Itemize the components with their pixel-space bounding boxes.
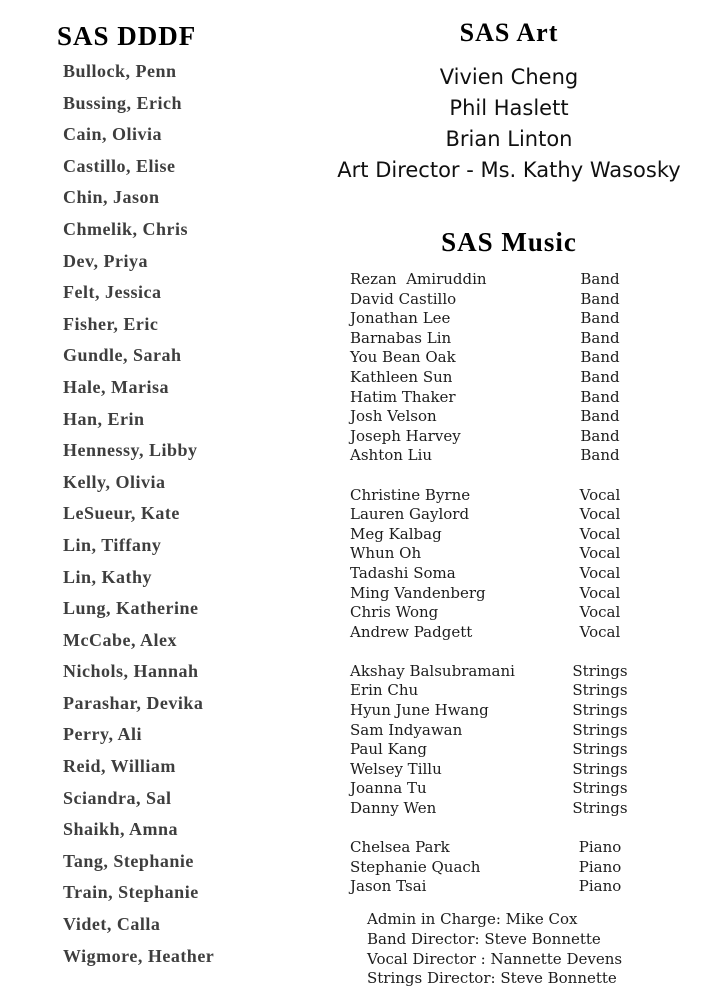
musician-name: Andrew Padgett bbox=[350, 622, 473, 641]
music-row bbox=[350, 427, 690, 447]
musician-name: Jason Tsai bbox=[350, 877, 427, 896]
musician-group-label: Band bbox=[580, 348, 620, 367]
musician-group-label: Strings bbox=[572, 799, 628, 818]
musician-name: Erin Chu bbox=[350, 681, 419, 700]
dddf-member: Lin, Kathy bbox=[63, 566, 153, 587]
dddf-section-title: SAS DDDF bbox=[57, 21, 197, 51]
musician-group-label: Piano bbox=[578, 838, 622, 857]
musician-name: Joseph Harvey bbox=[350, 426, 461, 445]
dddf-section bbox=[57, 20, 300, 972]
musician-group-label: Band bbox=[580, 426, 620, 445]
dddf-member: Sciandra, Sal bbox=[63, 787, 172, 808]
musician-group-label: Band bbox=[580, 407, 620, 426]
musician-group-label: Piano bbox=[578, 857, 622, 876]
musician-name: Josh Velson bbox=[350, 407, 437, 426]
music-row bbox=[350, 603, 690, 623]
art-director-line: Art Director - Ms. Kathy Wasosky bbox=[337, 158, 681, 182]
art-member: Brian Linton bbox=[445, 127, 573, 151]
dddf-member: Perry, Ali bbox=[63, 724, 142, 745]
musician-group-label: Strings bbox=[572, 759, 628, 778]
dddf-member: Lung, Katherine bbox=[63, 598, 199, 619]
musician-group-label: Strings bbox=[572, 701, 628, 720]
music-row bbox=[350, 681, 690, 701]
music-row bbox=[350, 662, 690, 682]
musician-name: Paul Kang bbox=[350, 740, 427, 759]
art-member-list bbox=[300, 62, 718, 186]
music-row bbox=[350, 407, 690, 427]
music-group-piano bbox=[350, 838, 690, 897]
musician-group-label: Strings bbox=[572, 661, 628, 680]
musician-name: Whun Oh bbox=[350, 544, 422, 563]
music-row bbox=[350, 348, 690, 368]
right-column bbox=[300, 0, 718, 1004]
dddf-member: Kelly, Olivia bbox=[63, 471, 166, 492]
music-row bbox=[350, 701, 690, 721]
musician-group-label: Band bbox=[580, 328, 620, 347]
dddf-member: Bussing, Erich bbox=[63, 92, 183, 113]
musician-name: Hatim Thaker bbox=[350, 387, 456, 406]
music-row bbox=[350, 446, 690, 466]
musician-group-label: Vocal bbox=[579, 505, 621, 524]
dddf-member: Fisher, Eric bbox=[63, 313, 159, 334]
musician-name: Sam Indyawan bbox=[350, 720, 463, 739]
music-row bbox=[350, 309, 690, 329]
musician-name: Akshay Balsubramani bbox=[350, 661, 515, 680]
dddf-member: Han, Erin bbox=[63, 408, 145, 429]
dddf-member: LeSueur, Kate bbox=[63, 503, 180, 524]
dddf-member: McCabe, Alex bbox=[63, 629, 177, 650]
musician-group-label: Strings bbox=[572, 779, 628, 798]
dddf-member: Felt, Jessica bbox=[63, 282, 162, 303]
musician-name: Chelsea Park bbox=[350, 838, 450, 857]
music-row bbox=[350, 388, 690, 408]
music-group-band bbox=[350, 270, 690, 466]
musician-name: Ming Vandenberg bbox=[350, 583, 486, 602]
musician-group-label: Strings bbox=[572, 681, 628, 700]
music-row bbox=[350, 290, 690, 310]
dddf-member: Bullock, Penn bbox=[63, 61, 177, 81]
dddf-member: Cain, Olivia bbox=[63, 124, 163, 145]
musician-name: Kathleen Sun bbox=[350, 367, 453, 386]
musician-name: Jonathan Lee bbox=[350, 309, 451, 328]
dddf-member: Nichols, Hannah bbox=[63, 661, 199, 682]
music-row bbox=[350, 584, 690, 604]
music-row bbox=[350, 721, 690, 741]
dddf-member: Lin, Tiffany bbox=[63, 534, 162, 555]
musician-name: Chris Wong bbox=[350, 603, 439, 622]
dddf-member: Reid, William bbox=[63, 756, 176, 777]
musician-group-label: Vocal bbox=[579, 622, 621, 641]
music-group-vocal bbox=[350, 486, 690, 643]
musician-group-label: Piano bbox=[578, 877, 622, 896]
musician-group-label: Band bbox=[580, 270, 620, 288]
music-row bbox=[350, 270, 690, 290]
staff-credit: Band Director: Steve Bonnette bbox=[367, 929, 601, 948]
musician-group-label: Vocal bbox=[579, 485, 621, 504]
musician-group-label: Vocal bbox=[579, 563, 621, 582]
music-row bbox=[350, 740, 690, 760]
dddf-member: Tang, Stephanie bbox=[63, 850, 194, 871]
musician-group-label: Band bbox=[580, 309, 620, 328]
musician-name: Tadashi Soma bbox=[350, 563, 456, 582]
music-row bbox=[350, 760, 690, 780]
staff-credit: Vocal Director : Nannette Devens bbox=[367, 949, 623, 968]
musician-group-label: Band bbox=[580, 446, 620, 465]
musician-name: Welsey Tillu bbox=[350, 759, 442, 778]
musician-group-label: Band bbox=[580, 289, 620, 308]
musician-group-label: Vocal bbox=[579, 544, 621, 563]
musician-group-label: Vocal bbox=[579, 524, 621, 543]
music-row bbox=[350, 858, 690, 878]
staff-credit: Strings Director: Steve Bonnette bbox=[367, 969, 617, 988]
staff-credit: Admin in Charge: Mike Cox bbox=[367, 910, 578, 928]
music-group-strings bbox=[350, 662, 690, 819]
musician-group-label: Band bbox=[580, 387, 620, 406]
dddf-member: Chmelik, Chris bbox=[63, 218, 189, 239]
musician-group-label: Strings bbox=[572, 740, 628, 759]
musician-name: Christine Byrne bbox=[350, 485, 471, 504]
music-row bbox=[350, 544, 690, 564]
dddf-member: Dev, Priya bbox=[63, 250, 148, 271]
dddf-member: Parashar, Devika bbox=[63, 692, 204, 713]
musician-name: Stephanie Quach bbox=[350, 857, 481, 876]
musician-name: Lauren Gaylord bbox=[350, 505, 470, 524]
music-row bbox=[350, 623, 690, 643]
music-row bbox=[350, 564, 690, 584]
dddf-member: Train, Stephanie bbox=[63, 882, 199, 903]
dddf-member: Gundle, Sarah bbox=[63, 345, 182, 366]
dddf-member: Hale, Marisa bbox=[63, 376, 169, 397]
music-row bbox=[350, 877, 690, 897]
music-row bbox=[350, 525, 690, 545]
dddf-member: Castillo, Elise bbox=[63, 155, 176, 176]
musician-name: Rezan Amiruddin bbox=[350, 270, 487, 288]
music-row bbox=[350, 368, 690, 388]
dddf-member: Shaikh, Amna bbox=[63, 819, 179, 840]
music-section-title: SAS Music bbox=[441, 227, 577, 257]
music-row bbox=[350, 779, 690, 799]
musician-name: Joanna Tu bbox=[350, 779, 427, 798]
music-row bbox=[350, 505, 690, 525]
music-row bbox=[350, 329, 690, 349]
musician-name: Barnabas Lin bbox=[350, 328, 452, 347]
music-staff-credits bbox=[367, 910, 622, 989]
musician-group-label: Vocal bbox=[579, 583, 621, 602]
musician-name: Hyun June Hwang bbox=[350, 701, 489, 720]
dddf-member-list bbox=[63, 56, 300, 972]
art-section-title: SAS Art bbox=[459, 18, 559, 47]
music-row bbox=[350, 486, 690, 506]
musician-name: Danny Wen bbox=[350, 799, 437, 818]
music-row bbox=[350, 799, 690, 819]
musician-name: You Bean Oak bbox=[350, 348, 456, 367]
dddf-member: Wigmore, Heather bbox=[63, 945, 215, 966]
dddf-member: Hennessy, Libby bbox=[63, 440, 198, 461]
musician-group-label: Vocal bbox=[579, 603, 621, 622]
art-member: Phil Haslett bbox=[449, 96, 569, 120]
musician-group-label: Band bbox=[580, 367, 620, 386]
dddf-member: Chin, Jason bbox=[63, 187, 160, 208]
musician-group-label: Strings bbox=[572, 720, 628, 739]
art-member: Vivien Cheng bbox=[439, 65, 579, 89]
dddf-member: Videt, Calla bbox=[63, 914, 161, 935]
music-row bbox=[350, 838, 690, 858]
musician-name: David Castillo bbox=[350, 289, 457, 308]
musician-name: Ashton Liu bbox=[350, 446, 433, 465]
musician-name: Meg Kalbag bbox=[350, 524, 442, 543]
music-groups bbox=[350, 270, 690, 917]
